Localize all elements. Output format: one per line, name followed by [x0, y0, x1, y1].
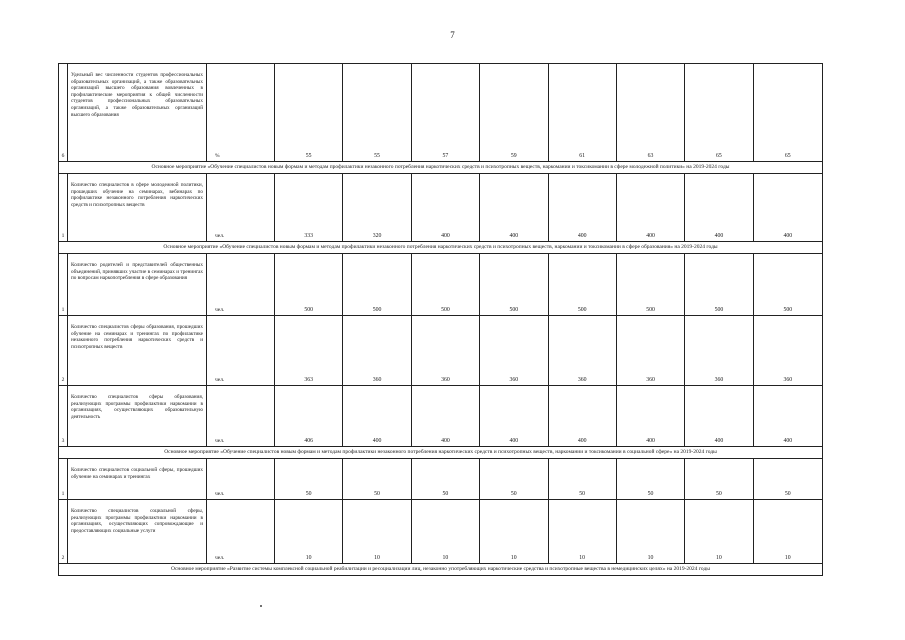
value-cell: 363 [275, 316, 343, 385]
value-cell: 500 [412, 254, 480, 315]
value-cell: 360 [549, 316, 617, 385]
value-cell: 55 [275, 64, 343, 161]
value-cell: 65 [784, 153, 791, 159]
value-cell: 500 [783, 307, 793, 313]
value-cell: 400 [549, 174, 617, 241]
value-cell: 400 [783, 233, 793, 239]
value-cell: 63 [617, 64, 685, 161]
value-cell: 10 [480, 500, 548, 563]
unit-cell: чел. [207, 500, 275, 563]
value-cell: 400 [685, 174, 753, 241]
indicator-text: Количество родителей и представителей общественных объединений, принявших участие в семинарах и тренингах по вопросам наркопотребления в сфере образования [68, 254, 207, 315]
value-cell: 500 [549, 254, 617, 315]
unit-cell: чел. [207, 174, 275, 241]
unit-cell: % [207, 64, 275, 161]
value-cell: 57 [412, 64, 480, 161]
value-cell: 360 [412, 316, 480, 385]
value-cell: 500 [685, 254, 753, 315]
value-cell: 10 [549, 500, 617, 563]
value-cell: 10 [685, 500, 753, 563]
indicators-table [58, 63, 823, 576]
unit-cell: чел. [207, 459, 275, 499]
value-cell: 10 [275, 500, 343, 563]
value-cell: 400 [480, 386, 548, 446]
value-cell: 50 [412, 459, 480, 499]
value-cell: 400 [783, 438, 793, 444]
value-cell: 360 [617, 316, 685, 385]
value-cell: 400 [412, 174, 480, 241]
table-row [59, 64, 822, 162]
value-cell: 50 [617, 459, 685, 499]
row-number: 1 [59, 174, 68, 241]
value-cell: 500 [480, 254, 548, 315]
indicator-text: Удельный вес численности студентов профессиональных образовательных организаций, а также образовательных организаций высшего образования вовлеченных в профилактические мероприятия к общей численности студентов профессиональных образовательных организаций, а также образовательных организаций высшего образования [68, 64, 207, 161]
row-number: 6 [59, 64, 68, 161]
value-cell: 406 [275, 386, 343, 446]
unit-cell: чел. [207, 316, 275, 385]
table-row [59, 459, 822, 500]
section-header: Основное мероприятие «Обучение специалистов новым формам и методам профилактики незаконного потребления наркотических средств и психотропных веществ, наркомании и токсикомании в социальной сфере» на 2019-2024 годы [59, 447, 822, 459]
value-cell: 400 [480, 174, 548, 241]
unit-cell: чел. [207, 386, 275, 446]
value-cell: 360 [343, 316, 411, 385]
value-cell: 10 [412, 500, 480, 563]
row-number: 2 [59, 500, 68, 563]
indicator-text: Количество специалистов социальной сферы, прошедших обучение на семинарах и тренингах [68, 459, 207, 499]
table-row [59, 386, 822, 447]
value-cell: 500 [275, 254, 343, 315]
row-number: 2 [59, 316, 68, 385]
section-header: Основное мероприятие «Обучение специалистов новым формам и методам профилактики незаконного потребления наркотических средств и психотропных веществ, наркомании и токсикомании в сфере образования» на 2019-2024 годы [59, 242, 822, 254]
value-cell: 50 [275, 459, 343, 499]
value-cell: 55 [343, 64, 411, 161]
value-cell: 50 [480, 459, 548, 499]
table-row [59, 316, 822, 386]
value-cell: 360 [783, 377, 793, 383]
page-number: 7 [450, 30, 455, 40]
value-cell: 61 [549, 64, 617, 161]
value-cell: 50 [343, 459, 411, 499]
value-cell: 10 [784, 555, 791, 561]
section-header: Основное мероприятие «Обучение специалистов новым формам и методам профилактики незаконного потребления наркотических средств и психотропных веществ, наркомании и токсикомании в сфере молодежной политики» на 2019-2024 годы [59, 162, 822, 174]
value-cell: 400 [617, 386, 685, 446]
row-number: 1 [59, 459, 68, 499]
value-cell: 65 [685, 64, 753, 161]
value-cell: 320 [343, 174, 411, 241]
table-row [59, 500, 822, 564]
indicator-text: Количество специалистов социальной сферы, реализующих программы профилактики наркомании в организациях, осуществляющих сопровождающие и предоставляющих социальные услуги [68, 500, 207, 563]
value-cell: 400 [685, 386, 753, 446]
value-cell: 59 [480, 64, 548, 161]
indicator-text: Количество специалистов сферы образования, реализующих программы профилактики наркомании в организациях, осуществляющих образовательную деятельность [68, 386, 207, 446]
scan-speck [260, 605, 262, 607]
value-cell: 10 [617, 500, 685, 563]
value-cell: 10 [343, 500, 411, 563]
table-row [59, 174, 822, 242]
indicator-text: Количество специалистов сферы образования, прошедших обучение на семинарах и тренингах по профилактике незаконного потребления наркотических средств и психотропных веществ [68, 316, 207, 385]
value-cell: 400 [617, 174, 685, 241]
value-cell: 360 [685, 316, 753, 385]
value-cell: 400 [549, 386, 617, 446]
value-cell: 360 [480, 316, 548, 385]
section-header: Основное мероприятие «Развитие системы комплексной социальной реабилитации и ресоциализации лиц, незаконно употребляющих наркотические средства и психотропные вещества в немедицинских целях» на 2019-2024 годы [59, 564, 822, 576]
value-cell: 400 [412, 386, 480, 446]
value-cell: 400 [343, 386, 411, 446]
indicator-text: Количество специалистов в сфере молодежной политики, прошедших обучение на семинарах, вебинарах по профилактике незаконного потребления наркотических средств и психотропных веществ [68, 174, 207, 241]
value-cell: 50 [549, 459, 617, 499]
table-row [59, 254, 822, 316]
row-number: 1 [59, 254, 68, 315]
value-cell: 500 [343, 254, 411, 315]
value-cell: 50 [685, 459, 753, 499]
value-cell: 50 [784, 491, 791, 497]
value-cell: 500 [617, 254, 685, 315]
value-cell: 333 [275, 174, 343, 241]
row-number: 3 [59, 386, 68, 446]
unit-cell: чел. [207, 254, 275, 315]
